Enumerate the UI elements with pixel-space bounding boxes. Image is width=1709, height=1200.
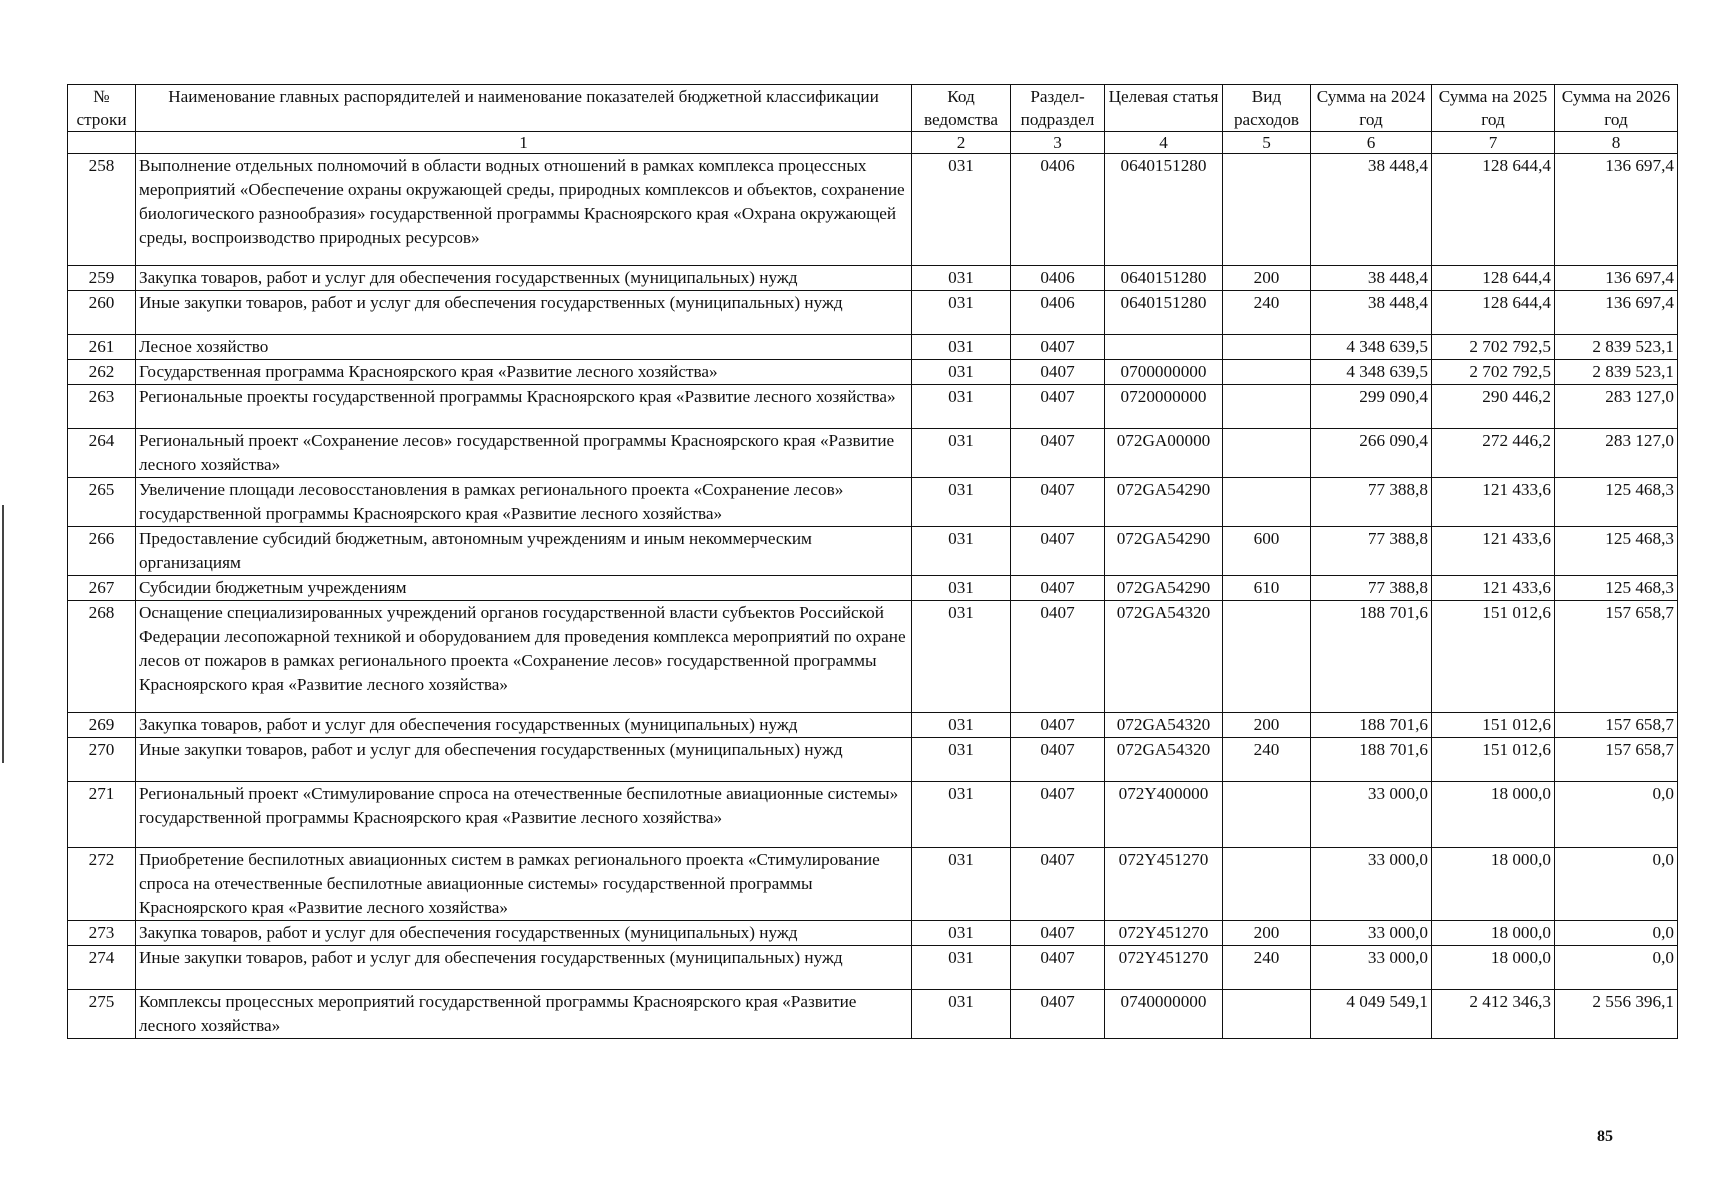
table-header-row <box>68 85 1678 132</box>
section-cell: 0407 <box>1011 848 1105 921</box>
department-code-cell: 031 <box>912 738 1011 782</box>
row-name-cell: Иные закупки товаров, работ и услуг для обеспечения государственных (муниципальных) нужд <box>136 291 912 335</box>
expense-type-cell <box>1223 360 1311 385</box>
column-number: 1 <box>136 132 912 154</box>
row-name-cell: Предоставление субсидий бюджетным, автономным учреждениям и иным некоммерческим организациям <box>136 527 912 576</box>
row-number-cell: 273 <box>68 921 136 946</box>
sum-2026-cell: 2 839 523,1 <box>1555 335 1678 360</box>
section-cell: 0407 <box>1011 782 1105 848</box>
table-row <box>68 335 1678 360</box>
section-cell: 0407 <box>1011 946 1105 990</box>
table-row <box>68 576 1678 601</box>
header-target-article: Целевая статья <box>1105 85 1223 132</box>
section-cell: 0407 <box>1011 576 1105 601</box>
department-code-cell: 031 <box>912 921 1011 946</box>
table-row <box>68 360 1678 385</box>
scan-edge-mark <box>2 505 4 763</box>
row-name-cell: Региональные проекты государственной программы Красноярского края «Развитие лесного хозяйства» <box>136 385 912 429</box>
row-number-cell: 272 <box>68 848 136 921</box>
sum-2024-cell: 4 348 639,5 <box>1311 360 1432 385</box>
expense-type-cell: 240 <box>1223 738 1311 782</box>
sum-2026-cell: 136 697,4 <box>1555 154 1678 266</box>
sum-2024-cell: 33 000,0 <box>1311 782 1432 848</box>
row-name-cell: Иные закупки товаров, работ и услуг для обеспечения государственных (муниципальных) нужд <box>136 738 912 782</box>
page-number: 85 <box>1597 1128 1613 1145</box>
sum-2026-cell: 125 468,3 <box>1555 527 1678 576</box>
sum-2025-cell: 18 000,0 <box>1432 782 1555 848</box>
department-code-cell: 031 <box>912 429 1011 478</box>
header-row-number: № строки <box>68 85 136 132</box>
row-number-cell: 274 <box>68 946 136 990</box>
target-article-cell: 072GA00000 <box>1105 429 1223 478</box>
table-row <box>68 713 1678 738</box>
department-code-cell: 031 <box>912 848 1011 921</box>
row-number-cell: 270 <box>68 738 136 782</box>
sum-2026-cell: 157 658,7 <box>1555 713 1678 738</box>
row-name-cell: Приобретение беспилотных авиационных систем в рамках регионального проекта «Стимулирование спроса на отечественные беспилотные авиационные системы» государственной программы Красноярского края «Развитие лесного хозяйства» <box>136 848 912 921</box>
department-code-cell: 031 <box>912 154 1011 266</box>
header-section: Раздел-подраздел <box>1011 85 1105 132</box>
sum-2026-cell: 136 697,4 <box>1555 291 1678 335</box>
expense-type-cell: 240 <box>1223 291 1311 335</box>
table-row <box>68 291 1678 335</box>
expense-type-cell: 200 <box>1223 266 1311 291</box>
expense-type-cell: 600 <box>1223 527 1311 576</box>
department-code-cell: 031 <box>912 385 1011 429</box>
sum-2024-cell: 188 701,6 <box>1311 738 1432 782</box>
column-number: 2 <box>912 132 1011 154</box>
section-cell: 0407 <box>1011 429 1105 478</box>
expense-type-cell <box>1223 154 1311 266</box>
row-name-cell: Комплексы процессных мероприятий государственной программы Красноярского края «Развитие лесного хозяйства» <box>136 990 912 1039</box>
department-code-cell: 031 <box>912 335 1011 360</box>
section-cell: 0407 <box>1011 921 1105 946</box>
row-name-cell: Лесное хозяйство <box>136 335 912 360</box>
column-numbers-row <box>68 132 1678 154</box>
expense-type-cell: 200 <box>1223 713 1311 738</box>
section-cell: 0406 <box>1011 154 1105 266</box>
sum-2025-cell: 18 000,0 <box>1432 848 1555 921</box>
expense-type-cell <box>1223 782 1311 848</box>
section-cell: 0407 <box>1011 713 1105 738</box>
sum-2024-cell: 4 049 549,1 <box>1311 990 1432 1039</box>
row-name-cell: Государственная программа Красноярского края «Развитие лесного хозяйства» <box>136 360 912 385</box>
sum-2026-cell: 157 658,7 <box>1555 601 1678 713</box>
row-number-cell: 262 <box>68 360 136 385</box>
sum-2024-cell: 77 388,8 <box>1311 576 1432 601</box>
column-number: 7 <box>1432 132 1555 154</box>
row-name-cell: Иные закупки товаров, работ и услуг для обеспечения государственных (муниципальных) нужд <box>136 946 912 990</box>
row-number-cell: 265 <box>68 478 136 527</box>
target-article-cell: 072Y451270 <box>1105 921 1223 946</box>
table-row <box>68 738 1678 782</box>
target-article-cell: 072Y400000 <box>1105 782 1223 848</box>
section-cell: 0407 <box>1011 601 1105 713</box>
table-body <box>68 154 1678 1039</box>
table-row <box>68 266 1678 291</box>
sum-2025-cell: 151 012,6 <box>1432 738 1555 782</box>
table-row <box>68 601 1678 713</box>
sum-2025-cell: 128 644,4 <box>1432 291 1555 335</box>
row-name-cell: Увеличение площади лесовосстановления в рамках регионального проекта «Сохранение лесов» государственной программы Красноярского края «Развитие лесного хозяйства» <box>136 478 912 527</box>
sum-2025-cell: 290 446,2 <box>1432 385 1555 429</box>
department-code-cell: 031 <box>912 601 1011 713</box>
section-cell: 0407 <box>1011 990 1105 1039</box>
header-sum-2024: Сумма на 2024 год <box>1311 85 1432 132</box>
row-number-cell: 259 <box>68 266 136 291</box>
row-number-cell: 266 <box>68 527 136 576</box>
sum-2025-cell: 2 702 792,5 <box>1432 335 1555 360</box>
row-number-cell: 275 <box>68 990 136 1039</box>
sum-2024-cell: 188 701,6 <box>1311 601 1432 713</box>
table-row <box>68 848 1678 921</box>
target-article-cell <box>1105 335 1223 360</box>
expense-type-cell <box>1223 848 1311 921</box>
target-article-cell: 0640151280 <box>1105 291 1223 335</box>
table-row <box>68 990 1678 1039</box>
row-name-cell: Региональный проект «Сохранение лесов» государственной программы Красноярского края «Развитие лесного хозяйства» <box>136 429 912 478</box>
sum-2026-cell: 283 127,0 <box>1555 429 1678 478</box>
sum-2026-cell: 283 127,0 <box>1555 385 1678 429</box>
sum-2025-cell: 2 702 792,5 <box>1432 360 1555 385</box>
sum-2026-cell: 0,0 <box>1555 848 1678 921</box>
target-article-cell: 0720000000 <box>1105 385 1223 429</box>
sum-2026-cell: 125 468,3 <box>1555 576 1678 601</box>
expense-type-cell <box>1223 385 1311 429</box>
table-row <box>68 527 1678 576</box>
sum-2026-cell: 0,0 <box>1555 921 1678 946</box>
sum-2026-cell: 2 556 396,1 <box>1555 990 1678 1039</box>
row-number-cell: 261 <box>68 335 136 360</box>
section-cell: 0407 <box>1011 385 1105 429</box>
section-cell: 0407 <box>1011 527 1105 576</box>
target-article-cell: 0640151280 <box>1105 154 1223 266</box>
sum-2025-cell: 151 012,6 <box>1432 601 1555 713</box>
target-article-cell: 0740000000 <box>1105 990 1223 1039</box>
section-cell: 0406 <box>1011 266 1105 291</box>
sum-2024-cell: 38 448,4 <box>1311 291 1432 335</box>
sum-2025-cell: 18 000,0 <box>1432 921 1555 946</box>
column-number: 5 <box>1223 132 1311 154</box>
sum-2025-cell: 18 000,0 <box>1432 946 1555 990</box>
expense-type-cell <box>1223 429 1311 478</box>
expense-type-cell <box>1223 990 1311 1039</box>
table-row <box>68 782 1678 848</box>
section-cell: 0407 <box>1011 360 1105 385</box>
header-department-code: Код ведомства <box>912 85 1011 132</box>
row-number-cell: 260 <box>68 291 136 335</box>
sum-2024-cell: 38 448,4 <box>1311 266 1432 291</box>
department-code-cell: 031 <box>912 576 1011 601</box>
table-row <box>68 154 1678 266</box>
table-row <box>68 385 1678 429</box>
sum-2026-cell: 0,0 <box>1555 946 1678 990</box>
table-row <box>68 921 1678 946</box>
row-number-cell: 264 <box>68 429 136 478</box>
expense-type-cell: 240 <box>1223 946 1311 990</box>
sum-2024-cell: 77 388,8 <box>1311 527 1432 576</box>
row-number-cell: 268 <box>68 601 136 713</box>
row-name-cell: Закупка товаров, работ и услуг для обеспечения государственных (муниципальных) нужд <box>136 713 912 738</box>
sum-2026-cell: 0,0 <box>1555 782 1678 848</box>
sum-2024-cell: 77 388,8 <box>1311 478 1432 527</box>
expense-type-cell <box>1223 601 1311 713</box>
target-article-cell: 072GA54290 <box>1105 527 1223 576</box>
sum-2025-cell: 128 644,4 <box>1432 154 1555 266</box>
section-cell: 0407 <box>1011 738 1105 782</box>
sum-2026-cell: 136 697,4 <box>1555 266 1678 291</box>
target-article-cell: 072GA54320 <box>1105 738 1223 782</box>
column-number <box>68 132 136 154</box>
sum-2024-cell: 4 348 639,5 <box>1311 335 1432 360</box>
sum-2024-cell: 38 448,4 <box>1311 154 1432 266</box>
table-row <box>68 429 1678 478</box>
section-cell: 0407 <box>1011 478 1105 527</box>
target-article-cell: 072Y451270 <box>1105 946 1223 990</box>
department-code-cell: 031 <box>912 266 1011 291</box>
sum-2024-cell: 33 000,0 <box>1311 921 1432 946</box>
sum-2025-cell: 2 412 346,3 <box>1432 990 1555 1039</box>
header-name: Наименование главных распорядителей и наименование показателей бюджетной классификации <box>136 85 912 132</box>
sum-2025-cell: 128 644,4 <box>1432 266 1555 291</box>
row-number-cell: 258 <box>68 154 136 266</box>
section-cell: 0406 <box>1011 291 1105 335</box>
target-article-cell: 0640151280 <box>1105 266 1223 291</box>
row-name-cell: Субсидии бюджетным учреждениям <box>136 576 912 601</box>
sum-2024-cell: 266 090,4 <box>1311 429 1432 478</box>
row-number-cell: 271 <box>68 782 136 848</box>
sum-2025-cell: 121 433,6 <box>1432 576 1555 601</box>
row-number-cell: 263 <box>68 385 136 429</box>
department-code-cell: 031 <box>912 291 1011 335</box>
row-name-cell: Региональный проект «Стимулирование спроса на отечественные беспилотные авиационные системы» государственной программы Красноярского края «Развитие лесного хозяйства» <box>136 782 912 848</box>
target-article-cell: 072GA54290 <box>1105 478 1223 527</box>
expense-type-cell: 200 <box>1223 921 1311 946</box>
department-code-cell: 031 <box>912 360 1011 385</box>
column-number: 6 <box>1311 132 1432 154</box>
table-row <box>68 946 1678 990</box>
department-code-cell: 031 <box>912 527 1011 576</box>
department-code-cell: 031 <box>912 782 1011 848</box>
sum-2025-cell: 121 433,6 <box>1432 527 1555 576</box>
expense-type-cell: 610 <box>1223 576 1311 601</box>
column-number: 8 <box>1555 132 1678 154</box>
sum-2025-cell: 151 012,6 <box>1432 713 1555 738</box>
header-expense-type: Вид расходов <box>1223 85 1311 132</box>
sum-2026-cell: 157 658,7 <box>1555 738 1678 782</box>
department-code-cell: 031 <box>912 990 1011 1039</box>
section-cell: 0407 <box>1011 335 1105 360</box>
sum-2026-cell: 2 839 523,1 <box>1555 360 1678 385</box>
sum-2024-cell: 188 701,6 <box>1311 713 1432 738</box>
table-row <box>68 478 1678 527</box>
row-name-cell: Оснащение специализированных учреждений органов государственной власти субъектов Российской Федерации лесопожарной техникой и оборудованием для проведения комплекса мероприятий по охране лесов от пожаров в рамках регионального проекта «Сохранение лесов» государственной программы Красноярского края «Развитие лесного хозяйства» <box>136 601 912 713</box>
sum-2024-cell: 33 000,0 <box>1311 848 1432 921</box>
target-article-cell: 0700000000 <box>1105 360 1223 385</box>
target-article-cell: 072GA54320 <box>1105 713 1223 738</box>
target-article-cell: 072Y451270 <box>1105 848 1223 921</box>
row-name-cell: Закупка товаров, работ и услуг для обеспечения государственных (муниципальных) нужд <box>136 921 912 946</box>
sum-2025-cell: 272 446,2 <box>1432 429 1555 478</box>
header-sum-2025: Сумма на 2025 год <box>1432 85 1555 132</box>
header-sum-2026: Сумма на 2026 год <box>1555 85 1678 132</box>
target-article-cell: 072GA54320 <box>1105 601 1223 713</box>
target-article-cell: 072GA54290 <box>1105 576 1223 601</box>
column-number: 3 <box>1011 132 1105 154</box>
department-code-cell: 031 <box>912 713 1011 738</box>
row-name-cell: Закупка товаров, работ и услуг для обеспечения государственных (муниципальных) нужд <box>136 266 912 291</box>
sum-2025-cell: 121 433,6 <box>1432 478 1555 527</box>
sum-2024-cell: 33 000,0 <box>1311 946 1432 990</box>
sum-2026-cell: 125 468,3 <box>1555 478 1678 527</box>
expense-type-cell <box>1223 478 1311 527</box>
department-code-cell: 031 <box>912 946 1011 990</box>
budget-table <box>67 84 1678 1039</box>
sum-2024-cell: 299 090,4 <box>1311 385 1432 429</box>
row-number-cell: 269 <box>68 713 136 738</box>
row-name-cell: Выполнение отдельных полномочий в области водных отношений в рамках комплекса процессных мероприятий «Обеспечение охраны окружающей среды, природных комплексов и объектов, сохранение биологического разнообразия» государственной программы Красноярского края «Охрана окружающей среды, воспроизводство природных ресурсов» <box>136 154 912 266</box>
row-number-cell: 267 <box>68 576 136 601</box>
expense-type-cell <box>1223 335 1311 360</box>
column-number: 4 <box>1105 132 1223 154</box>
department-code-cell: 031 <box>912 478 1011 527</box>
